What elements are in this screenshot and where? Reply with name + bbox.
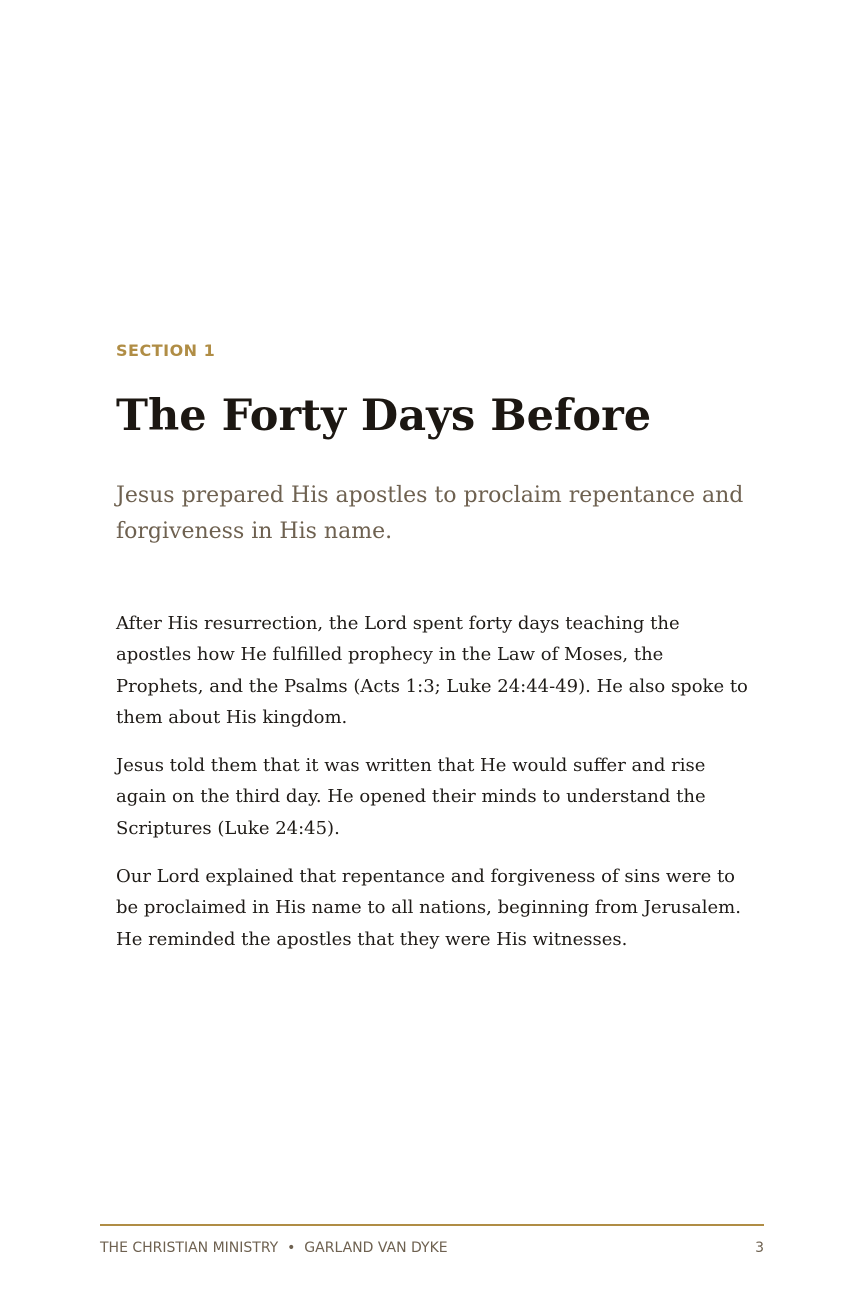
section-label: SECTION 1 <box>116 341 216 360</box>
page-footer <box>100 1224 764 1256</box>
body-text <box>116 608 756 955</box>
footer-row <box>100 1240 764 1256</box>
body-paragraph: After His resurrection, the Lord spent forty days teaching the apostles how He fulfilled prophecy in the Law of Moses, the Prophets, and the Psalms (Acts 1:3; Luke 24:44-49). He also spoke to them about His kingdom. <box>116 613 748 728</box>
section-subtitle: Jesus prepared His apostles to proclaim repentance and forgiveness in His name. <box>116 483 744 544</box>
section-content <box>116 340 756 972</box>
page-number: 3 <box>755 1240 764 1256</box>
section-title: The Forty Days Before <box>116 391 652 441</box>
body-paragraph: Our Lord explained that repentance and forgiveness of sins were to be proclaimed in His name to all nations, beginning from Jerusalem. He reminded the apostles that they were His witnesses. <box>116 866 741 950</box>
body-paragraph: Jesus told them that it was written that He would suffer and rise again on the third day. He opened their minds to understand the Scriptures (Luke 24:45). <box>116 755 706 839</box>
running-title: THE CHRISTIAN MINISTRY • GARLAND VAN DYKE <box>100 1240 448 1256</box>
